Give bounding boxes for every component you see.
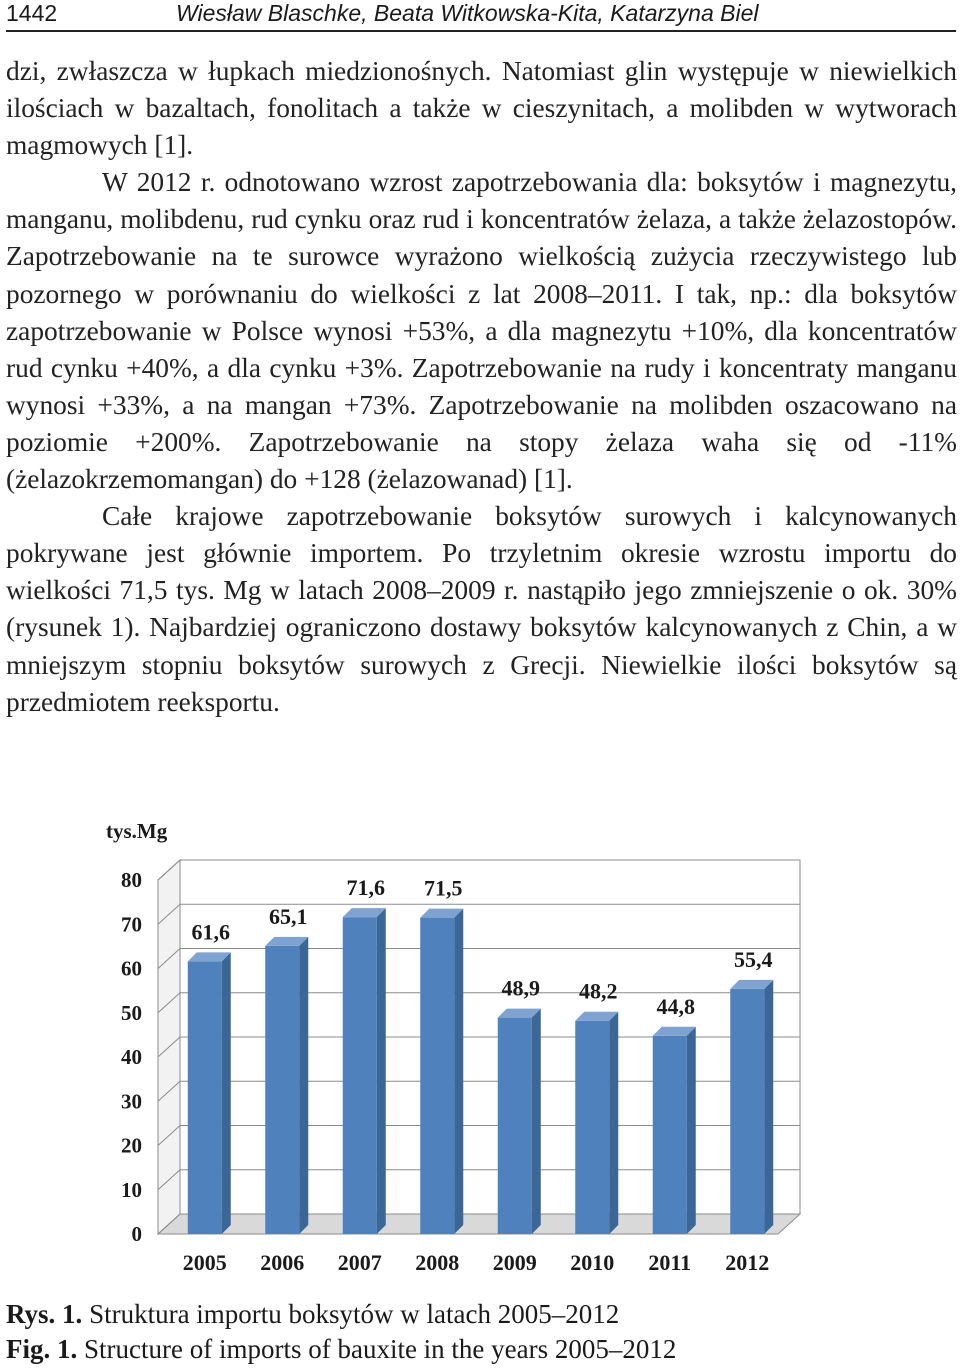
bar-side: [454, 909, 463, 1234]
bar-front: [420, 918, 454, 1234]
bar-value-label: 71,6: [346, 875, 385, 901]
bar-front: [343, 917, 377, 1234]
caption-en-text: Structure of imports of bauxite in the years 2005–2012: [77, 1334, 677, 1364]
y-tick-label: 40: [121, 1045, 142, 1069]
page-number: 1442: [6, 0, 58, 26]
bar-side: [299, 937, 308, 1234]
bar-value-label: 44,8: [656, 993, 695, 1019]
x-tick-label: 2006: [260, 1250, 305, 1275]
bar-value-label: 55,4: [734, 946, 773, 972]
body-text: [6, 53, 957, 721]
bar-side: [532, 1009, 541, 1234]
figure-caption-en: [6, 1332, 676, 1366]
y-tick-label: 20: [121, 1133, 142, 1158]
y-tick-label: 30: [121, 1089, 142, 1114]
bar-value-label: 71,5: [424, 875, 463, 901]
y-axis-unit-label: tys.Mg: [106, 819, 168, 843]
bar-value-label: 48,9: [501, 975, 540, 1001]
bar-front: [653, 1036, 687, 1234]
y-tick-label: 50: [121, 1000, 142, 1025]
x-tick-label: 2007: [337, 1250, 382, 1275]
bar-side: [222, 952, 231, 1234]
chart-canvas: [100, 812, 820, 1282]
y-tick-label: 80: [121, 868, 142, 892]
x-tick-label: 2008: [415, 1250, 460, 1275]
bar-value-label: 65,1: [269, 903, 308, 929]
y-tick-label: 70: [121, 912, 142, 937]
y-tick-label: 60: [121, 956, 142, 981]
x-tick-label: 2005: [182, 1250, 227, 1275]
bar-front: [265, 946, 299, 1234]
paragraph-3: Całe krajowe zapotrzebowanie boksytów surowych i kalcynowanych pokrywane jest głównie importem. Po trzyletnim okresie wzrostu importu do wielkości 71,5 tys. Mg w latach 2008–2009 r. nastąpiło jego zmniejszenie o ok. 30% (rysunek 1). Najbardziej ograniczono dostawy boksytów kalcynowanych z Chin, a w mniejszym stopniu boksytów surowych z Grecji. Niewielkie ilości boksytów są przedmiotem reeksportu.: [6, 501, 957, 717]
paragraph-1: dzi, zwłaszcza w łupkach miedzionośnych. Natomiast glin występuje w niewielkich ilościach w bazaltach, fonolitach a także w cieszynitach, a molibden w wytworach magmowych [1].: [6, 56, 957, 161]
bauxite-import-chart: [100, 812, 820, 1287]
y-tick-label: 10: [121, 1177, 142, 1202]
bar-front: [188, 961, 222, 1234]
page-header: [6, 0, 956, 32]
bar-front: [575, 1021, 609, 1234]
chart-floor: [158, 1214, 800, 1234]
bar-side: [764, 980, 773, 1234]
x-tick-label: 2011: [648, 1250, 692, 1275]
bar-side: [609, 1012, 618, 1234]
bar-front: [730, 989, 764, 1234]
bar-front: [498, 1018, 532, 1234]
running-head-authors: Wiesław Blaschke, Beata Witkowska-Kita, Katarzyna Biel: [176, 0, 759, 26]
bar-side: [377, 908, 386, 1234]
figure-caption-pl: [6, 1297, 619, 1331]
chart-walls: [158, 860, 800, 1234]
x-tick-label: 2010: [570, 1250, 615, 1275]
caption-pl-label: Rys. 1.: [6, 1299, 83, 1329]
y-tick-label: 0: [131, 1222, 142, 1246]
caption-en-label: Fig. 1.: [6, 1334, 78, 1364]
paragraph-2: W 2012 r. odnotowano wzrost zapotrzebowania dla: boksytów i magnezytu, manganu, molibdenu, rud cynku oraz rud i koncentratów żelaza, a także żelazostopów. Zapotrzebowanie na te surowce wyrażono wielkością zużycia rzeczywistego lub pozornego w porównaniu do wielkości z lat 2008–2011. I tak, np.: dla boksytów zapotrzebowanie w Polsce wynosi +53%, a dla magnezytu +10%, dla koncentratów rud cynku +40%, a dla cynku +3%. Zapotrzebowanie na rudy i koncentraty manganu wynosi +33%, a na mangan +73%. Zapotrzebowanie na molibden oszacowano na poziomie +200%. Zapotrzebowanie na stopy żelaza waha się od -11% (żelazokrzemomangan) do +128 (żelazowanad) [1].: [6, 167, 957, 495]
x-tick-label: 2012: [725, 1250, 770, 1275]
bar-side: [687, 1027, 696, 1234]
x-tick-label: 2009: [492, 1250, 537, 1275]
caption-pl-text: Struktura importu boksytów w latach 2005–2012: [82, 1299, 620, 1329]
bar-value-label: 48,2: [579, 978, 618, 1004]
bar-value-label: 61,6: [191, 919, 230, 945]
